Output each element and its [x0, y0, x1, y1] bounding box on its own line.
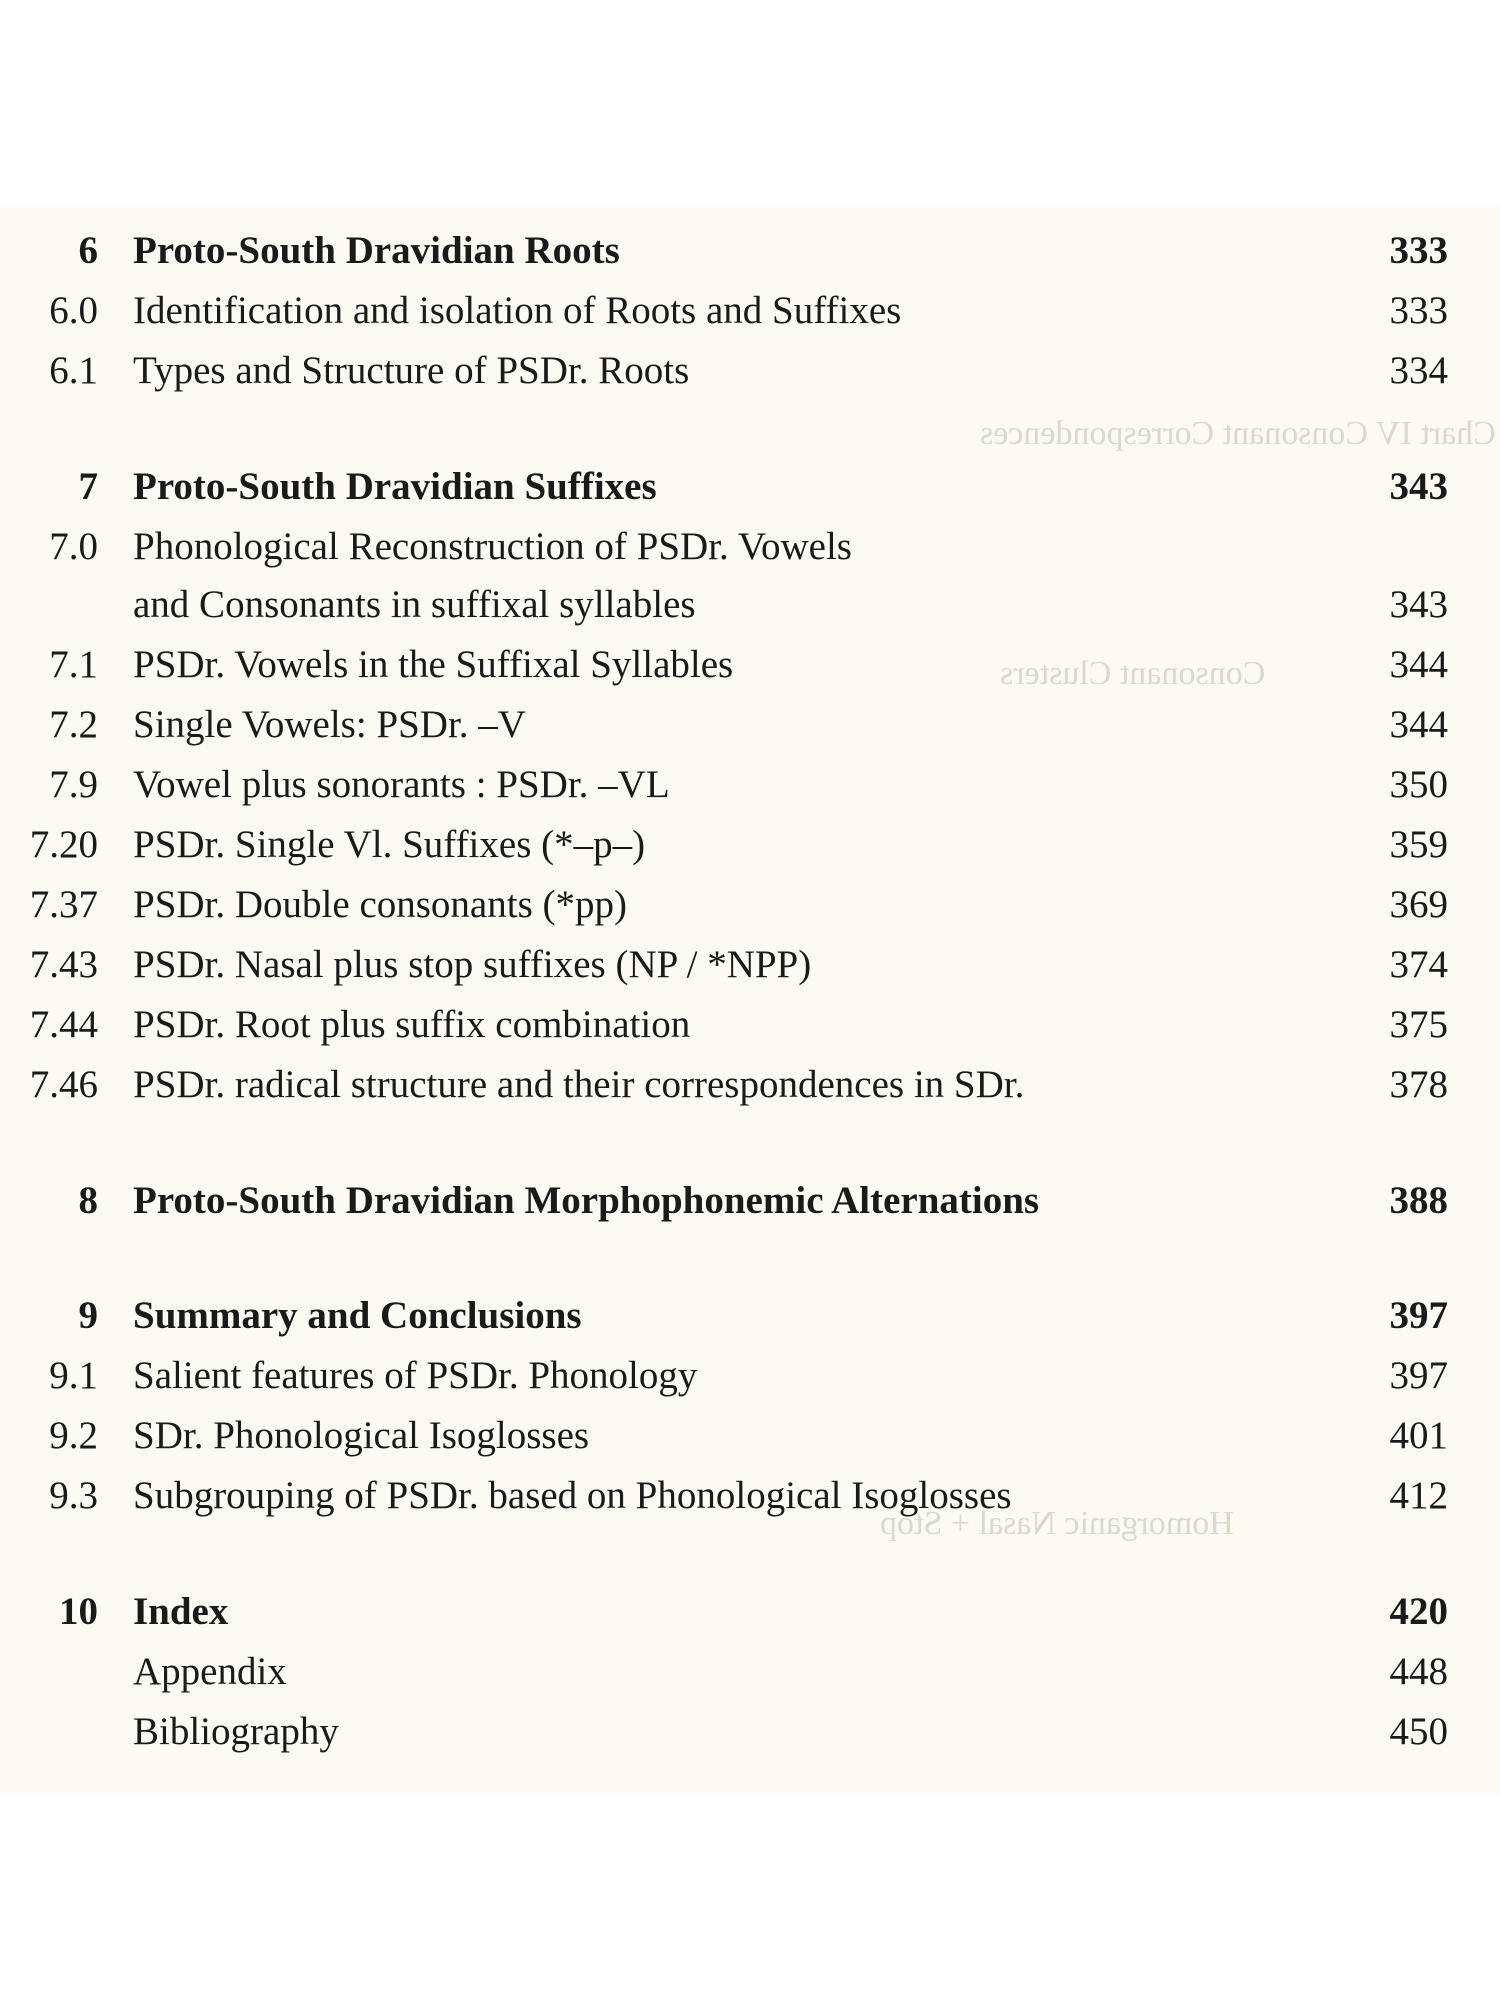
toc-title-line-1: Phonological Reconstruction of PSDr. Vowels — [133, 525, 852, 568]
toc-number: 9.2 — [49, 1414, 98, 1457]
toc-number: 9 — [78, 1294, 98, 1337]
toc-page-number: 397 — [1389, 1354, 1448, 1397]
bleed-through-text: Homorganic Nasal + Stop — [880, 1505, 1234, 1542]
toc-number: 10 — [59, 1590, 98, 1633]
toc-section-7-2[interactable] — [0, 699, 1500, 751]
toc-section-7-37[interactable] — [0, 879, 1500, 931]
toc-title: Vowel plus sonorants : PSDr. –VL — [133, 763, 670, 806]
toc-section-7-46[interactable] — [0, 1059, 1500, 1111]
toc-page-number: 375 — [1389, 1003, 1448, 1046]
toc-page-number: 333 — [1389, 229, 1448, 272]
toc-page-number: 343 — [1389, 583, 1448, 626]
toc-title: Bibliography — [133, 1710, 339, 1753]
toc-number: 7.0 — [49, 525, 98, 568]
toc-title: PSDr. Root plus suffix combination — [133, 1003, 691, 1046]
toc-section-9-2[interactable] — [0, 1410, 1500, 1462]
toc-title: Types and Structure of PSDr. Roots — [133, 349, 690, 392]
toc-number: 9.1 — [49, 1354, 98, 1397]
toc-chapter-10[interactable] — [0, 1586, 1500, 1638]
toc-title: Summary and Conclusions — [133, 1294, 582, 1337]
toc-section-9-3[interactable] — [0, 1470, 1500, 1522]
toc-section-7-44[interactable] — [0, 999, 1500, 1051]
toc-number: 7.44 — [29, 1003, 98, 1046]
toc-page-number: 344 — [1389, 703, 1448, 746]
toc-title: Identification and isolation of Roots and Suffixes — [133, 289, 902, 332]
toc-bibliography[interactable] — [0, 1706, 1500, 1758]
toc-section-7-20[interactable] — [0, 819, 1500, 871]
toc-title: Subgrouping of PSDr. based on Phonological Isoglosses — [133, 1474, 1012, 1517]
toc-title: PSDr. Double consonants (*pp) — [133, 883, 627, 926]
toc-section-9-1[interactable] — [0, 1350, 1500, 1402]
toc-chapter-6[interactable] — [0, 225, 1500, 277]
toc-number: 7.43 — [29, 943, 98, 986]
toc-number: 6.1 — [49, 349, 98, 392]
toc-title — [133, 521, 852, 631]
toc-title: SDr. Phonological Isoglosses — [133, 1414, 590, 1457]
toc-page-number: 359 — [1389, 823, 1448, 866]
toc-section-6-0[interactable] — [0, 285, 1500, 337]
toc-page-number: 334 — [1389, 349, 1448, 392]
toc-number: 9.3 — [49, 1474, 98, 1517]
toc-title: Salient features of PSDr. Phonology — [133, 1354, 698, 1397]
toc-title: PSDr. Single Vl. Suffixes (*–p–) — [133, 823, 646, 866]
toc-number: 7.20 — [29, 823, 98, 866]
book-page — [0, 205, 1500, 1795]
toc-number: 8 — [78, 1179, 98, 1222]
toc-section-7-0[interactable] — [0, 521, 1500, 633]
toc-number: 7 — [78, 465, 98, 508]
toc-page-number: 401 — [1389, 1414, 1448, 1457]
toc-number: 7.46 — [29, 1063, 98, 1106]
toc-title: Proto-South Dravidian Morphophonemic Alternations — [133, 1179, 1040, 1222]
toc-page-number: 344 — [1389, 643, 1448, 686]
toc-number: 7.37 — [29, 883, 98, 926]
toc-page-number: 369 — [1389, 883, 1448, 926]
toc-title: Single Vowels: PSDr. –V — [133, 703, 526, 746]
toc-title: Appendix — [133, 1650, 287, 1693]
toc-page-number: 450 — [1389, 1710, 1448, 1753]
toc-chapter-7[interactable] — [0, 461, 1500, 513]
toc-appendix[interactable] — [0, 1646, 1500, 1698]
toc-section-7-9[interactable] — [0, 759, 1500, 811]
bleed-through-text: Chart IV Consonant Correspondences — [980, 415, 1496, 452]
toc-page-number: 350 — [1389, 763, 1448, 806]
toc-number: 6.0 — [49, 289, 98, 332]
toc-title: Index — [133, 1590, 229, 1633]
toc-section-6-1[interactable] — [0, 345, 1500, 397]
toc-page-number: 448 — [1389, 1650, 1448, 1693]
toc-page-number: 333 — [1389, 289, 1448, 332]
toc-title: Proto-South Dravidian Suffixes — [133, 465, 657, 508]
toc-page-number: 374 — [1389, 943, 1448, 986]
toc-number: 7.9 — [49, 763, 98, 806]
toc-title: PSDr. Vowels in the Suffixal Syllables — [133, 643, 734, 686]
toc-chapter-8[interactable] — [0, 1175, 1500, 1227]
toc-page-number: 420 — [1389, 1590, 1448, 1633]
toc-number: 6 — [78, 229, 98, 272]
toc-page-number: 343 — [1389, 465, 1448, 508]
toc-section-7-43[interactable] — [0, 939, 1500, 991]
toc-page-number: 388 — [1389, 1179, 1448, 1222]
toc-title: PSDr. Nasal plus stop suffixes (NP / *NPP) — [133, 943, 812, 986]
toc-title: Proto-South Dravidian Roots — [133, 229, 620, 272]
toc-title-line-2: and Consonants in suffixal syllables — [133, 583, 696, 626]
toc-page-number: 397 — [1389, 1294, 1448, 1337]
toc-number: 7.1 — [49, 643, 98, 686]
bleed-through-text: Consonant Clusters — [1000, 655, 1266, 692]
toc-page-number: 378 — [1389, 1063, 1448, 1106]
toc-section-7-1[interactable] — [0, 639, 1500, 691]
toc-title: PSDr. radical structure and their correspondences in SDr. — [133, 1063, 1025, 1106]
toc-page-number: 412 — [1389, 1474, 1448, 1517]
toc-chapter-9[interactable] — [0, 1290, 1500, 1342]
toc-number: 7.2 — [49, 703, 98, 746]
